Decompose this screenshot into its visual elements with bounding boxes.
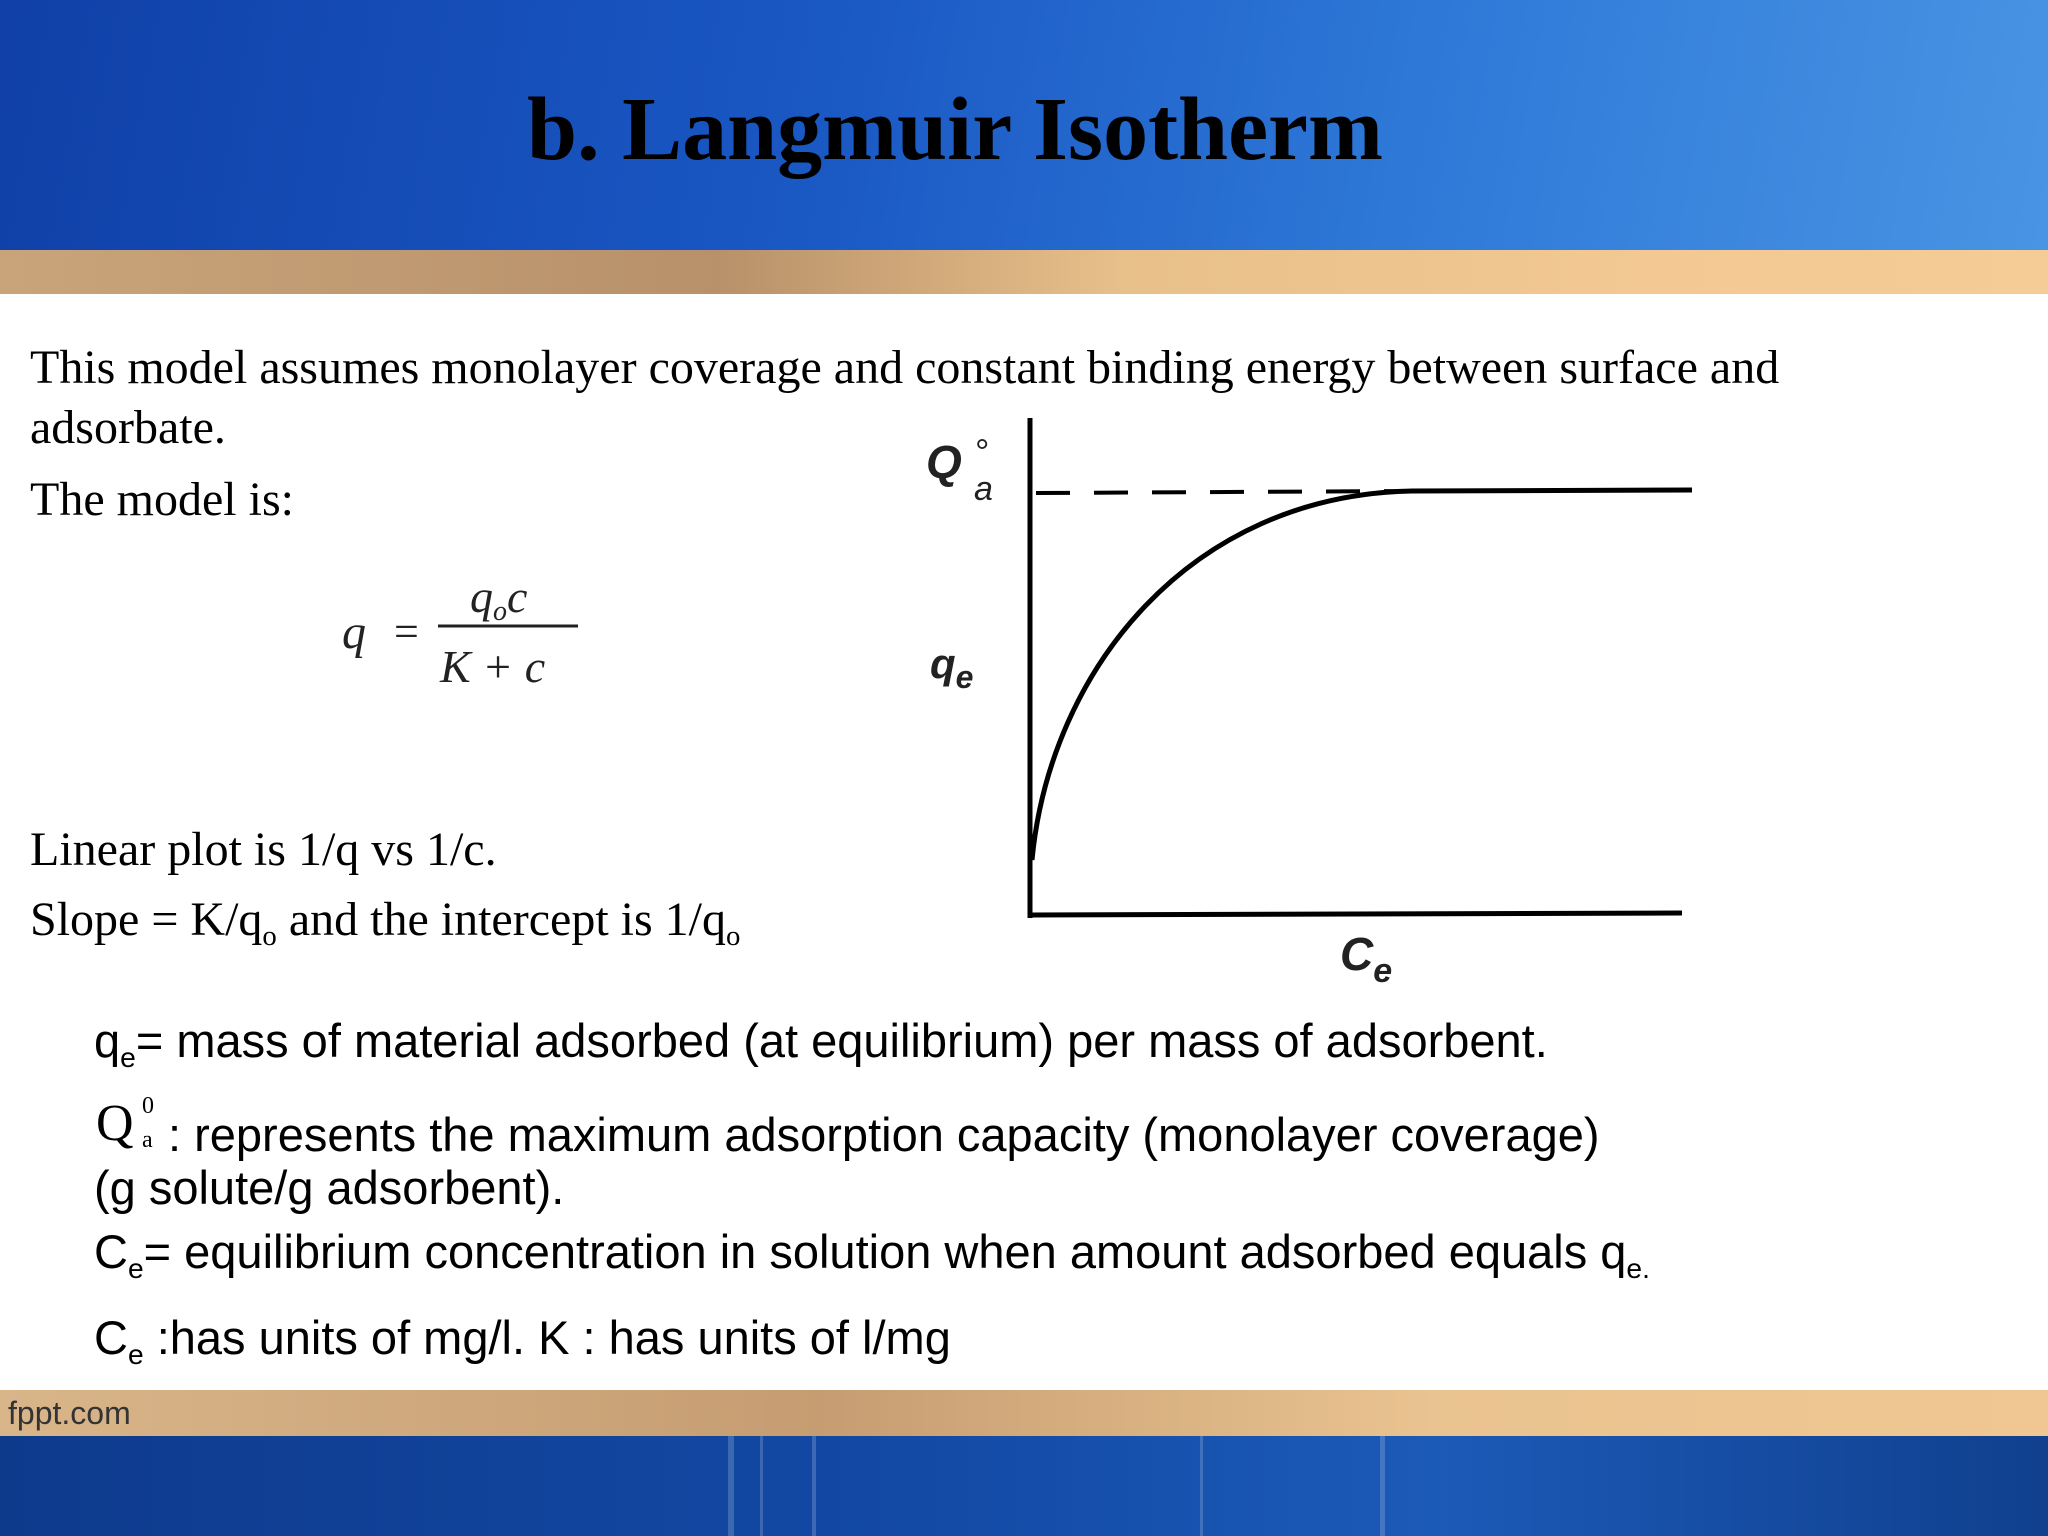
intro-line-2: adsorbate. — [30, 401, 226, 454]
slope-sub: o — [262, 920, 277, 953]
x-axis-label: $C_e$ — [1340, 928, 1393, 990]
definition-qa-units: (g solute/g adsorbent). — [94, 1161, 565, 1214]
saturation-plateau-line — [1412, 490, 1692, 491]
slope-prefix: Slope = K/q — [30, 893, 263, 946]
header-accent-band — [0, 250, 2048, 294]
definition-units — [94, 1310, 951, 1370]
footer-stripe — [1380, 1436, 1385, 1536]
qe-sub: e — [120, 1040, 136, 1073]
x-axis-line — [1030, 913, 1682, 915]
units-symbol: C — [94, 1311, 128, 1364]
ce-sub: e — [127, 1251, 144, 1284]
footer-brand: fppt.com — [8, 1395, 131, 1431]
footer-background — [0, 1436, 2048, 1536]
isotherm-curve — [1032, 491, 1412, 860]
footer-accent-band — [0, 1390, 2048, 1436]
qe-symbol: q — [94, 1014, 121, 1067]
footer-stripe — [1200, 1436, 1203, 1536]
formula-denominator: K + c — [440, 641, 546, 692]
intro-line-1: This model assumes monolayer coverage and constant binding energy between surface and — [30, 341, 1780, 394]
saturation-dashed-line — [1036, 491, 1412, 493]
y-axis-max-label: Q — [926, 436, 962, 488]
formula-equals: = — [394, 607, 419, 656]
ce-text: = equilibrium concentration in solution when amount adsorbed equals q — [143, 1225, 1627, 1278]
langmuir-formula — [330, 560, 610, 700]
qa-sub: a — [142, 1127, 153, 1153]
formula-numerator: qoc — [470, 571, 528, 627]
slope-intercept-text — [30, 890, 741, 953]
definition-ce — [94, 1224, 1650, 1284]
footer-stripe — [728, 1436, 734, 1536]
footer-stripe — [760, 1436, 763, 1536]
qa-sup: 0 — [142, 1093, 154, 1119]
y-axis-max-sup: ° — [975, 431, 990, 472]
units-sub: e — [127, 1337, 144, 1370]
slope-middle: and the intercept is 1/q — [276, 893, 727, 946]
y-axis-max-sub: a — [974, 470, 993, 508]
ce-tail-sub: e. — [1626, 1251, 1650, 1284]
slide-title: b. Langmuir Isotherm — [527, 80, 1383, 179]
footer-stripe — [812, 1436, 816, 1536]
langmuir-isotherm-figure — [900, 400, 1740, 1020]
y-axis-label: $q_e$ — [930, 640, 974, 695]
model-label: The model is: — [30, 473, 294, 526]
qa-letter: Q — [96, 1095, 134, 1152]
formula-lhs: q — [342, 606, 366, 659]
qa-symbol — [96, 1094, 166, 1164]
definition-qa: : represents the maximum adsorption capacity (monolayer coverage) — [168, 1108, 1600, 1161]
ce-symbol: C — [94, 1225, 128, 1278]
units-text: :has units of mg/l. K : has units of l/mg — [143, 1311, 951, 1364]
linear-plot-text: Linear plot is 1/q vs 1/c. — [30, 823, 497, 876]
intercept-sub: o — [726, 920, 741, 953]
definition-qe — [94, 1013, 1548, 1073]
qe-text: = mass of material adsorbed (at equilibrium) per mass of adsorbent. — [135, 1014, 1548, 1067]
